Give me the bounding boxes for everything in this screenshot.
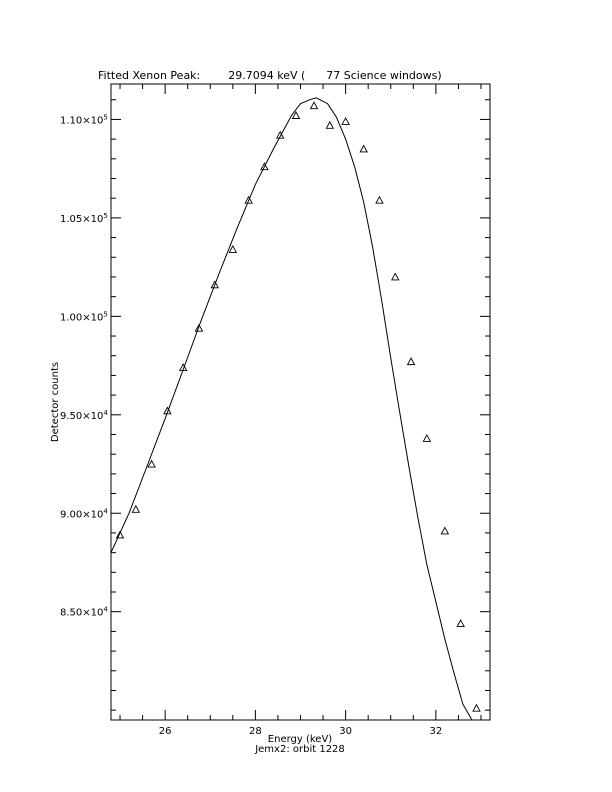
data-point: [326, 122, 333, 128]
x-tick-label: 28: [249, 726, 262, 737]
x-tick-label: 26: [158, 726, 172, 737]
y-axis-label: Detector counts: [50, 361, 61, 443]
x-axis: [120, 84, 481, 737]
y-axis: [60, 100, 490, 710]
data-point: [376, 197, 383, 204]
data-point: [457, 620, 464, 627]
x-tick-label: 32: [429, 726, 443, 737]
data-point: [441, 527, 448, 534]
data-point: [132, 506, 139, 513]
data-point: [229, 246, 236, 253]
data-point: [423, 435, 430, 442]
data-point: [473, 705, 480, 712]
footer-label: Jemx2: orbit 1228: [255, 744, 345, 755]
y-tick-label: $1.00\times 10^5$: [60, 310, 108, 324]
data-point: [360, 145, 367, 152]
y-tick-label: $9.00\times 10^4$: [60, 507, 108, 521]
plot-frame: [111, 84, 490, 720]
y-tick-label: $1.10\times 10^5$: [60, 113, 108, 127]
data-point: [408, 358, 415, 365]
x-axis-label: Energy (keV): [267, 734, 333, 745]
data-point: [392, 273, 399, 280]
y-tick-label: $8.50\times 10^4$: [60, 605, 108, 619]
x-tick-label: 30: [339, 726, 352, 737]
y-tick-label: $1.05\times 10^5$: [60, 211, 108, 225]
chart-title: Fitted Xenon Peak: 29.7094 keV ( 77 Science windows): [98, 69, 442, 82]
y-tick-label: $9.50\times 10^4$: [60, 408, 108, 422]
data-points: [117, 102, 480, 711]
data-point: [342, 118, 349, 125]
data-point: [311, 102, 318, 109]
